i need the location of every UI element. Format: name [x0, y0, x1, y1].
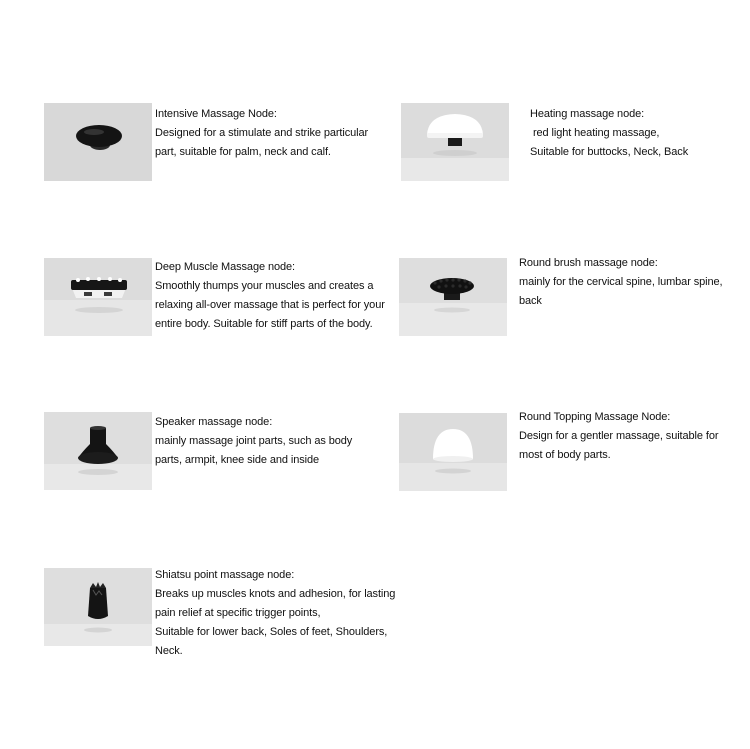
- shiatsu-node-text-line: pain relief at specific trigger points,: [155, 607, 321, 619]
- round-brush-node-image: [399, 258, 507, 336]
- round-topping-node-description: [519, 408, 718, 465]
- intensive-node-description: [155, 105, 368, 162]
- shiatsu-node-text-line: Suitable for lower back, Soles of feet, Shoulders,: [155, 626, 388, 638]
- heating-node-title: Heating massage node:: [530, 108, 645, 120]
- deep-muscle-node-image: [44, 258, 152, 336]
- speaker-node-text-line: mainly massage joint parts, such as body: [155, 435, 353, 447]
- intensive-node-title: Intensive Massage Node:: [155, 108, 277, 120]
- round-brush-node-text-line: mainly for the cervical spine, lumbar spine,: [519, 276, 723, 288]
- shiatsu-node-description: [155, 566, 395, 661]
- round-brush-node-description: [519, 254, 722, 311]
- round-topping-node-title: Round Topping Massage Node:: [519, 411, 671, 423]
- speaker-node-description: [155, 413, 352, 470]
- shiatsu-node-text-line: Breaks up muscles knots and adhesion, for lasting: [155, 588, 396, 600]
- intensive-node-image: [44, 103, 152, 181]
- round-topping-node-image: [399, 413, 507, 491]
- shiatsu-node-image: [44, 568, 152, 646]
- round-topping-node-text-line: Design for a gentler massage, suitable for: [519, 430, 719, 442]
- round-topping-node-text-line: most of body parts.: [519, 449, 611, 461]
- heating-node-description: [530, 105, 688, 162]
- deep-muscle-node-text-line: relaxing all-over massage that is perfect for your: [155, 299, 385, 311]
- deep-muscle-node-title: Deep Muscle Massage node:: [155, 261, 295, 273]
- intensive-node-text-line: part, suitable for palm, neck and calf.: [155, 146, 331, 158]
- intensive-node-text-line: Designed for a stimulate and strike particular: [155, 127, 369, 139]
- heating-node-text-line: Suitable for buttocks, Neck, Back: [530, 146, 689, 158]
- heating-node-text-line: red light heating massage,: [530, 127, 660, 139]
- heating-node-image: [401, 103, 509, 181]
- speaker-node-title: Speaker massage node:: [155, 416, 273, 428]
- round-brush-node-title: Round brush massage node:: [519, 257, 658, 269]
- deep-muscle-node-text-line: Smoothly thumps your muscles and creates a: [155, 280, 374, 292]
- shiatsu-node-text-line: Neck.: [155, 645, 183, 657]
- shiatsu-node-title: Shiatsu point massage node:: [155, 569, 295, 581]
- speaker-node-text-line: parts, armpit, knee side and inside: [155, 454, 320, 466]
- deep-muscle-node-description: [155, 258, 385, 334]
- round-brush-node-text-line: back: [519, 295, 542, 307]
- speaker-node-image: [44, 412, 152, 490]
- deep-muscle-node-text-line: entire body. Suitable for stiff parts of the body.: [155, 318, 373, 330]
